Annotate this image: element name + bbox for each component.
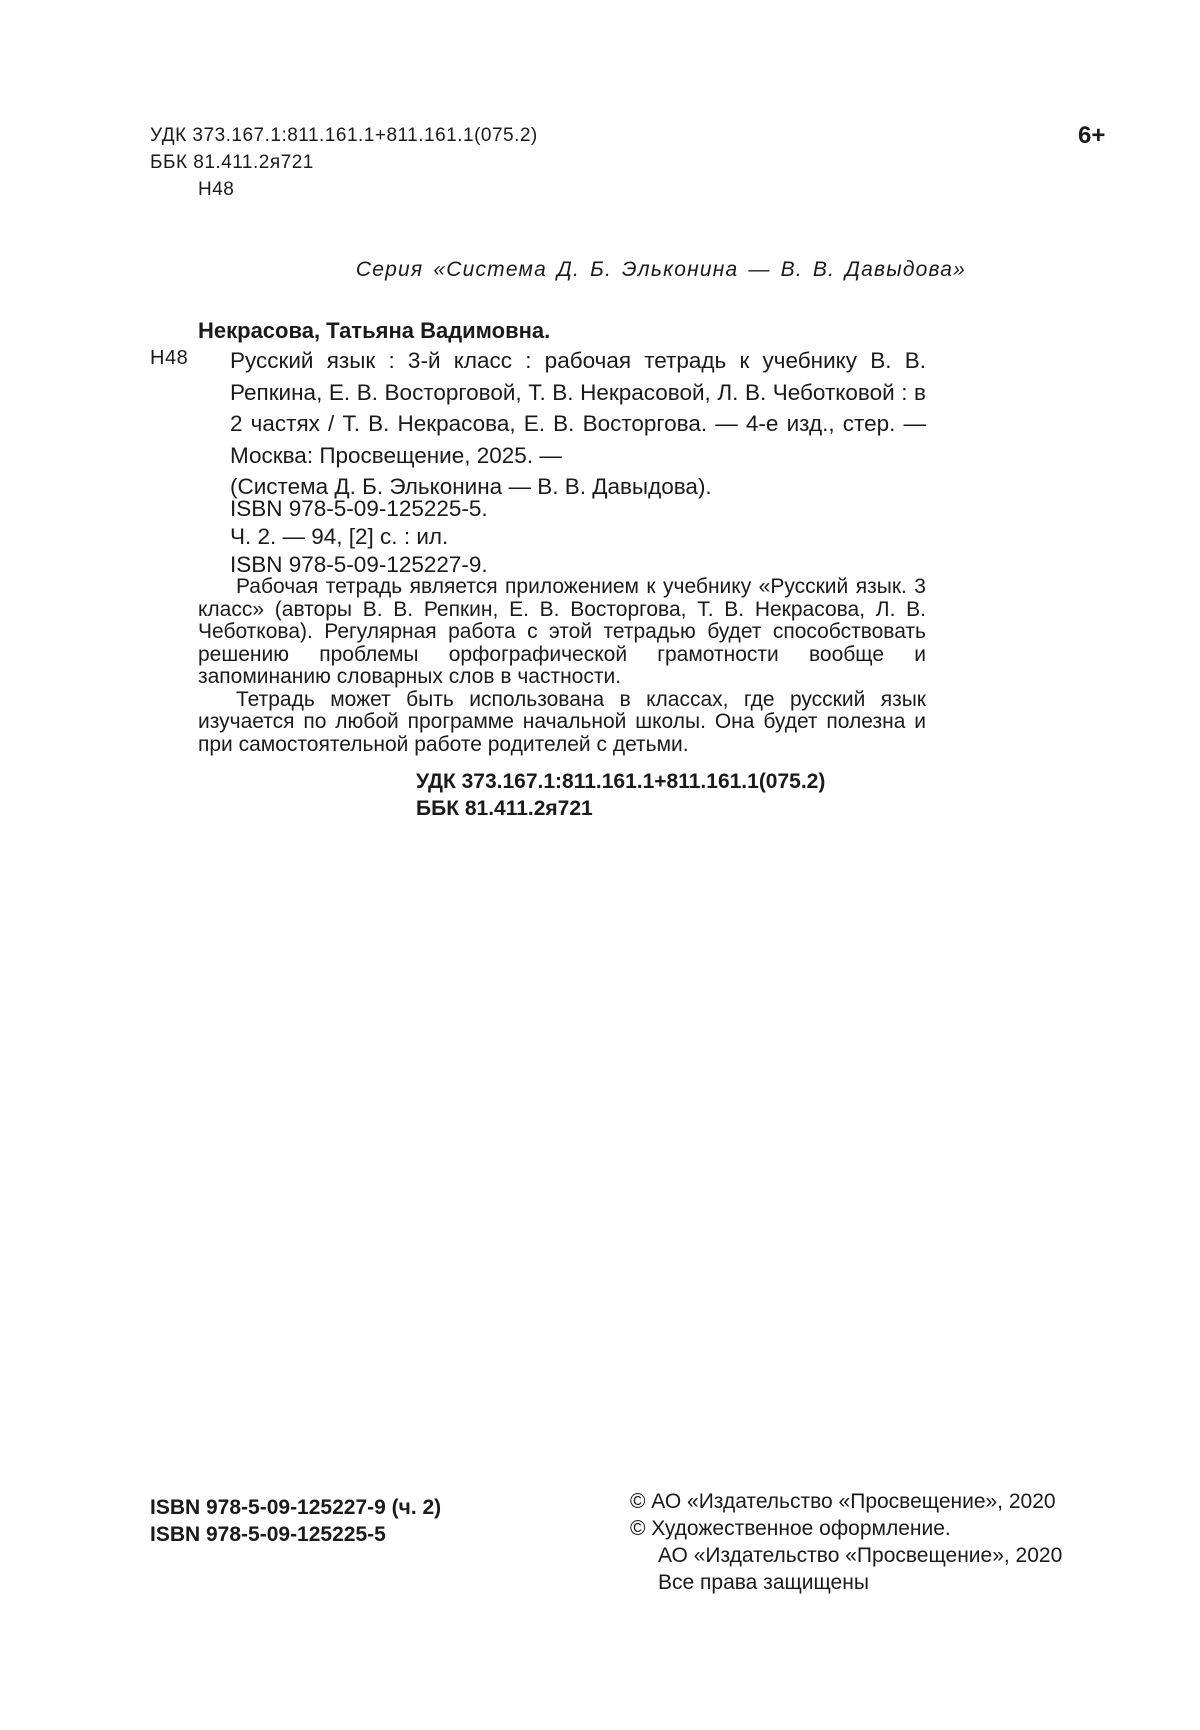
entry-description-block — [230, 345, 926, 503]
entry-part: Ч. 2. — 94, [2] с. : ил. — [230, 524, 449, 549]
udk-code: УДК 373.167.1:811.161.1+811.161.1(075.2) — [150, 125, 538, 146]
bbk-code: ББК 81.411.2я721 — [150, 152, 314, 173]
entry-code: Н48 — [150, 347, 189, 369]
top-classification-codes — [150, 122, 538, 203]
entry-classification-codes — [416, 768, 825, 822]
copyright-line: Все права защищены — [658, 1571, 869, 1594]
entry-author: Некрасова, Татьяна Вадимовна. — [198, 318, 551, 343]
annotation-paragraph-2: Тетрадь может быть использована в классах, где русский язык изучается по любой программе начальной школы. Она будет полезна и при самостоятельной работе родителей с детьми. — [198, 687, 926, 756]
entry-udk-code: УДК 373.167.1:811.161.1+811.161.1(075.2) — [416, 770, 826, 793]
author-mark: Н48 — [198, 179, 235, 200]
footer-isbn-general: ISBN 978-5-09-125225-5 — [150, 1523, 386, 1546]
entry-series-note: (Система Д. Б. Эльконина — В. В. Давыдова). — [230, 474, 712, 500]
copyright-block — [630, 1488, 1062, 1596]
copyright-line: АО «Издательство «Просвещение», 2020 — [658, 1544, 1063, 1567]
entry-isbn-part: ISBN 978-5-09-125227-9. — [230, 552, 488, 577]
copyright-line: © Художественное оформление. — [630, 1517, 951, 1540]
annotation-paragraph-1: Рабочая тетрадь является приложением к учебнику «Русский язык. 3 класс» (авторы В. В. Репкин, Е. В. Восторгова, Т. В. Некрасова, Л. В. Чеботкова). Регулярная работа с этой тетрадью будет способствовать решению проблемы орфографической грамотности вообще и запоминанию словарных слов в частности. — [198, 575, 926, 688]
entry-isbn-general: ISBN 978-5-09-125225-5. — [230, 496, 488, 521]
entry-description: Русский язык : 3-й класс : рабочая тетрадь к учебнику В. В. Репкина, Е. В. Восторговой, Т. В. Некрасовой, Л. В. Чеботковой : в 2 частях / Т. В. Некрасова, Е. В. Восторгова. — 4-е изд., стер. — Москва: Просвещение, 2025. — — [230, 348, 926, 468]
annotation — [198, 576, 926, 756]
age-rating-badge: 6+ — [1078, 122, 1106, 149]
entry-isbn-block — [230, 495, 488, 579]
series-title: Серия «Система Д. Б. Эльконина — В. В. Давыдова» — [355, 258, 966, 281]
entry-bbk-code: ББК 81.411.2я721 — [416, 797, 593, 820]
copyright-line: © АО «Издательство «Просвещение», 2020 — [630, 1490, 1056, 1513]
footer-isbn-block — [150, 1494, 441, 1548]
footer-isbn-part: ISBN 978-5-09-125227-9 (ч. 2) — [150, 1496, 442, 1519]
